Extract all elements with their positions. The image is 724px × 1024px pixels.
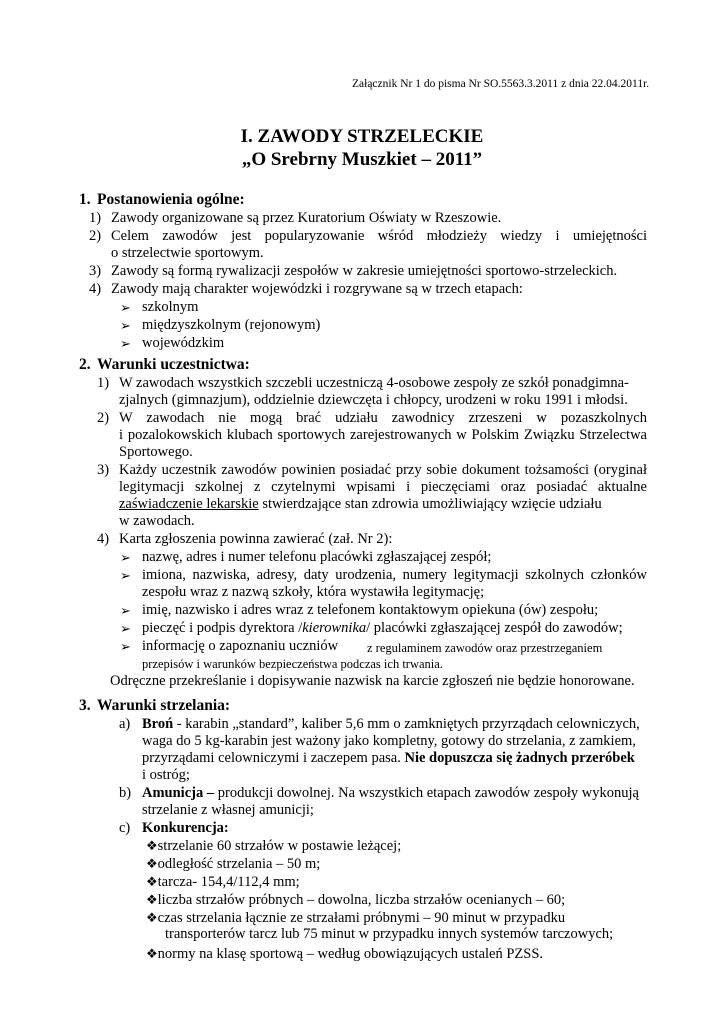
stage-item: wojewódzkim (142, 335, 225, 351)
s1-item4-number: 4) (89, 281, 102, 297)
s2-item2-line1: W zawodach nie mogą brać udziału zawodnicy zrzeszeni w pozaszkolnych (119, 410, 647, 426)
diamond-bullet-icon: ❖ (146, 874, 158, 889)
s2-item3-line3 (119, 496, 647, 513)
competition-item (146, 837, 401, 855)
arrow-bullet-icon: ➢ (120, 318, 131, 333)
competition-item-text: liczba strzałów próbnych – dowolna, liczba strzałów ocenianych – 60; (157, 892, 566, 908)
card-item: nazwę, adres i numer telefonu placówki zgłaszającej zespół; (142, 549, 492, 565)
arrow-bullet-icon: ➢ (120, 336, 131, 351)
medical-certificate-text: zaświadczenie lekarskie (119, 496, 259, 512)
s2-item1-number: 1) (97, 375, 110, 391)
competition-item-continued: transporterów tarcz lub 75 minut w przypadku innych systemów tarczowych; (165, 926, 614, 942)
s3-b-line2: strzelanie z własnej amunicji; (142, 802, 314, 818)
title-line-1: I. ZAWODY STRZELECKIE (240, 126, 484, 147)
stage-item: międzyszkolnym (rejonowym) (142, 317, 321, 333)
s2-item3-line4: w zawodach. (119, 513, 195, 529)
diamond-bullet-icon: ❖ (146, 892, 158, 907)
card-item-small: z regulaminem zawodów oraz przestrzeganiem (367, 641, 603, 655)
arrow-bullet-icon: ➢ (120, 300, 131, 315)
s1-item1-text: Zawody organizowane są przez Kuratorium Oświaty w Rzeszowie. (111, 210, 502, 226)
card4-part1: pieczęć i podpis dyrektora / (142, 620, 303, 636)
competition-item (146, 945, 543, 963)
s3-a-label: a) (119, 716, 131, 732)
s2-item2-line2: i pozalokowskich klubach sportowych zarejestrowanych w Polskim Związku Strzelectwa (119, 427, 647, 443)
competition-item-text: strzelanie 60 strzałów w postawie leżącej; (157, 838, 402, 854)
s1-item1-number: 1) (89, 210, 102, 226)
section-3-title: Warunki strzelania: (97, 697, 231, 714)
competition-item-text: normy na klasę sportową – według obowiązujących ustaleń PZSS. (157, 946, 544, 962)
competition-item (146, 891, 565, 909)
section-1-title: Postanowienia ogólne: (97, 191, 245, 208)
s3-a-line1 (142, 716, 640, 733)
s3-c-label: c) (119, 820, 131, 836)
s3-a-line1-rest: - karabin „standard”, kaliber 5,6 mm o zamkniętych przyrządach celowniczych, (173, 716, 640, 732)
card-item: imiona, nazwiska, adresy, daty urodzenia, numery legitymacji szkolnych członków (142, 567, 647, 583)
s2-item2-line3: Sportowego. (119, 444, 193, 460)
s2-item4-number: 4) (97, 531, 110, 547)
s1-item3-text: Zawody są formą rywalizacji zespołów w zakresie umiejętności sportowo-strzeleckich. (111, 263, 618, 279)
section-2-number: 2. (79, 356, 91, 373)
competition-item (146, 873, 300, 891)
s3-a-line3-bold: Nie dopuszcza się żadnych przeróbek (400, 750, 635, 766)
s2-item1-line1: W zawodach wszystkich szczebli uczestniczą 4-osobowe zespoły ze szkół ponadgimna- (119, 375, 629, 391)
s3-a-line3 (142, 750, 635, 767)
s2-item1-line2: zjalnych (gimnazjum), oddzielnie dziewczęta i chłopcy, urodzeni w roku 1991 i młodsi. (119, 392, 628, 408)
card-item-continued: zespołu wraz z nazwą szkoły, która wystawiła legitymację; (142, 584, 485, 600)
card-item-continued: przepisów i warunków bezpieczeństwa podczas ich trwania. (142, 657, 443, 671)
s1-item3-number: 3) (89, 263, 102, 279)
s3-b-line1-rest: produkcji dowolnej. Na wszystkich etapach zawodów zespoły wykonują (214, 785, 639, 801)
s2-item4-text: Karta zgłoszenia powinna zawierać (zał. Nr 2): (119, 531, 393, 547)
arrow-bullet-icon: ➢ (120, 568, 131, 583)
ammunition-label: Amunicja – (142, 785, 215, 801)
s1-item2-number: 2) (89, 228, 102, 244)
section-2-title: Warunki uczestnictwa: (97, 356, 250, 373)
arrow-bullet-icon: ➢ (120, 603, 131, 618)
card-item: imię, nazwisko i adres wraz z telefonem kontaktowym opiekuna (ów) zespołu; (142, 602, 599, 618)
s1-item2-line1: Celem zawodów jest popularyzowanie wśród młodzieży wiedzy i umiejętności (111, 228, 647, 244)
attachment-note: Załącznik Nr 1 do pisma Nr SO.5563.3.2011 z dnia 22.04.2011r. (352, 78, 650, 90)
diamond-bullet-icon: ❖ (146, 838, 158, 853)
s1-item2-line2: o strzelectwie sportowym. (111, 245, 264, 261)
s2-item3-number: 3) (97, 462, 110, 478)
card4-italic: kierownika (302, 620, 367, 636)
competition-item (146, 855, 320, 873)
title-line-2: „O Srebrny Muszkiet – 2011” (241, 149, 483, 170)
card-item (142, 620, 623, 637)
card4-part2: / placówki zgłaszającej zespół do zawodów; (366, 620, 623, 636)
s3-a-line2: waga do 5 kg-karabin jest ważony jako kompletny, gotowy do strzelania, z zamkiem, (142, 733, 636, 749)
s3-b-label: b) (119, 785, 132, 801)
s2-item3-line3-rest: stwierdzające stan zdrowia umożliwiający wzięcie udziału (258, 496, 602, 512)
arrow-bullet-icon: ➢ (120, 639, 131, 654)
weapon-label: Broń (142, 716, 174, 732)
arrow-bullet-icon: ➢ (120, 550, 131, 565)
card-item: informację o zapoznaniu uczniów (142, 638, 339, 654)
competition-item-text: czas strzelania łącznie ze strzałami próbnymi – 90 minut w przypadku (157, 910, 566, 926)
stage-item: szkolnym (142, 299, 199, 315)
s2-item3-line2: legitymacji szkolnej z czytelnymi wpisami i pieczęciami oraz posiadać aktualne (119, 479, 647, 495)
s3-a-line3-part1: przyrządami celowniczymi i zaczepem pasa. (142, 750, 401, 766)
competition-label: Konkurencja: (142, 820, 229, 836)
section-1-number: 1. (79, 191, 91, 208)
s3-b-line1 (142, 785, 639, 802)
competition-item (146, 909, 565, 927)
s3-a-line4: i ostróg; (142, 767, 190, 783)
section-3-number: 3. (79, 697, 91, 714)
diamond-bullet-icon: ❖ (146, 946, 158, 961)
competition-item-text: odległość strzelania – 50 m; (157, 856, 321, 872)
s1-item4-text: Zawody mają charakter wojewódzki i rozgrywane są w trzech etapach: (111, 281, 523, 297)
s2-item3-line1: Każdy uczestnik zawodów powinien posiadać przy sobie dokument tożsamości (oryginał (119, 462, 647, 478)
competition-item-text: tarcza- 154,4/112,4 mm; (157, 874, 300, 890)
arrow-bullet-icon: ➢ (120, 621, 131, 636)
diamond-bullet-icon: ❖ (146, 910, 158, 925)
s2-item2-number: 2) (97, 410, 110, 426)
s2-note: Odręczne przekreślanie i dopisywanie nazwisk na karcie zgłoszeń nie będzie honorowane. (110, 673, 635, 689)
diamond-bullet-icon: ❖ (146, 856, 158, 871)
